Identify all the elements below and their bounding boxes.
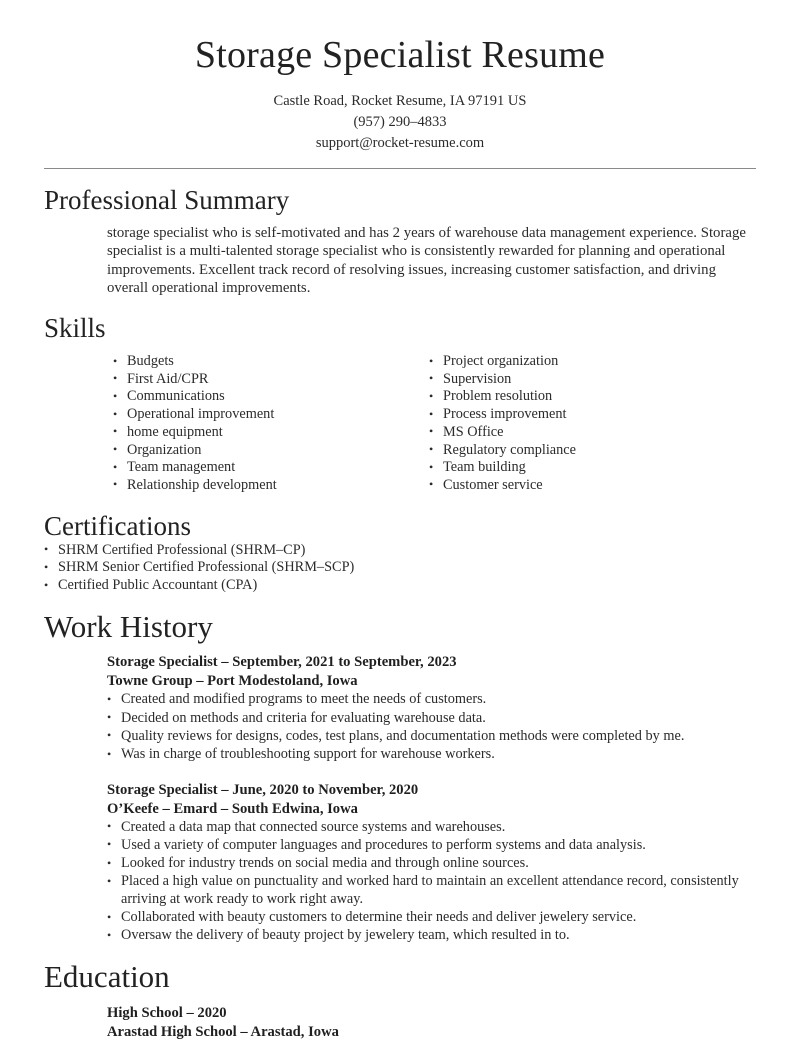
skill-item: • Regulatory compliance xyxy=(429,442,745,460)
section-heading-summary: Professional Summary xyxy=(44,184,290,215)
education-entry xyxy=(44,1004,756,1042)
job-bullet-list xyxy=(107,819,756,945)
section-education xyxy=(0,959,800,1042)
skill-item: • Supervision xyxy=(429,371,745,389)
job-company-line: Towne Group – Port Modestoland, Iowa xyxy=(107,673,358,690)
job-bullet-item: • Was in charge of troubleshooting support for warehouse workers. xyxy=(107,746,756,764)
education-entries xyxy=(44,1004,756,1042)
skill-item: • Customer service xyxy=(429,477,745,495)
job-bullet-item: • Oversaw the delivery of beauty project by jewelery team, which resulted in to. xyxy=(107,927,756,945)
section-professional-summary xyxy=(0,185,800,298)
skill-item: • Organization xyxy=(113,442,429,460)
skill-item: • Process improvement xyxy=(429,406,745,424)
skill-item: • Relationship development xyxy=(113,477,429,495)
skills-list-left xyxy=(113,353,429,495)
contact-email: support@rocket-resume.com xyxy=(315,134,485,151)
job-bullet-item: • Looked for industry trends on social media and through online sources. xyxy=(107,855,756,873)
job-bullet-item: • Created a data map that connected source systems and warehouses. xyxy=(107,819,756,837)
job-title-line: Storage Specialist – September, 2021 to September, 2023 xyxy=(107,654,457,671)
certification-item: • SHRM Senior Certified Professional (SHRM–SCP) xyxy=(44,559,756,577)
job-company-line: O’Keefe – Emard – South Edwina, Iowa xyxy=(107,800,358,817)
skills-columns xyxy=(44,353,756,495)
section-heading-work-history: Work History xyxy=(44,608,213,644)
skill-item: • home equipment xyxy=(113,424,429,442)
job-bullet-item: • Created and modified programs to meet the needs of customers. xyxy=(107,691,756,709)
skill-item: • MS Office xyxy=(429,424,745,442)
contact-phone: (957) 290–4833 xyxy=(353,113,447,130)
job-bullet-list xyxy=(107,691,756,763)
page-title: Storage Specialist Resume xyxy=(194,34,606,76)
section-heading-education: Education xyxy=(44,959,170,995)
job-bullet-item: • Placed a high value on punctuality and worked hard to maintain an excellent attendance record, consistently arriving at work ready to work right away. xyxy=(107,873,756,908)
header-divider xyxy=(44,168,756,169)
section-heading-skills: Skills xyxy=(44,312,106,343)
skill-item: • Problem resolution xyxy=(429,388,745,406)
job-bullet-item: • Collaborated with beauty customers to determine their needs and deliver jewelery service. xyxy=(107,909,756,927)
certification-item: • Certified Public Accountant (CPA) xyxy=(44,577,756,595)
section-heading-certifications: Certifications xyxy=(44,510,191,541)
skills-list-right xyxy=(429,353,745,495)
education-school-line: Arastad High School – Arastad, Iowa xyxy=(107,1023,339,1040)
skill-item: • First Aid/CPR xyxy=(113,371,429,389)
skill-item: • Team management xyxy=(113,459,429,477)
skill-item: • Project organization xyxy=(429,353,745,371)
work-history-entries xyxy=(44,653,756,945)
skill-item: • Budgets xyxy=(113,353,429,371)
section-skills xyxy=(0,313,800,495)
job-bullet-item: • Quality reviews for designs, codes, test plans, and documentation methods were completed by me. xyxy=(107,728,756,746)
skill-item: • Communications xyxy=(113,388,429,406)
skill-item: • Operational improvement xyxy=(113,406,429,424)
job-bullet-item: • Used a variety of computer languages and procedures to perform systems and data analysis. xyxy=(107,837,756,855)
section-work-history xyxy=(0,609,800,945)
work-history-entry xyxy=(44,781,756,945)
certification-item: • SHRM Certified Professional (SHRM–CP) xyxy=(44,542,756,560)
contact-address: Castle Road, Rocket Resume, IA 97191 US xyxy=(273,92,527,109)
certifications-list xyxy=(44,542,756,595)
summary-text: storage specialist who is self-motivated and has 2 years of warehouse data management experience. Storage specialist is a multi-talented storage specialist who is consistently rewarded for planning and operational improvements. Excellent track record of resolving issues, increasing customer satisfaction, and driving overall operational improvements. xyxy=(107,224,746,297)
work-history-entry xyxy=(44,653,756,763)
section-certifications xyxy=(0,511,800,595)
summary-body xyxy=(44,224,756,298)
job-title-line: Storage Specialist – June, 2020 to November, 2020 xyxy=(107,781,419,798)
job-bullet-item: • Decided on methods and criteria for evaluating warehouse data. xyxy=(107,710,756,728)
resume-header xyxy=(0,0,800,154)
education-degree-line: High School – 2020 xyxy=(107,1004,227,1021)
skill-item: • Team building xyxy=(429,459,745,477)
